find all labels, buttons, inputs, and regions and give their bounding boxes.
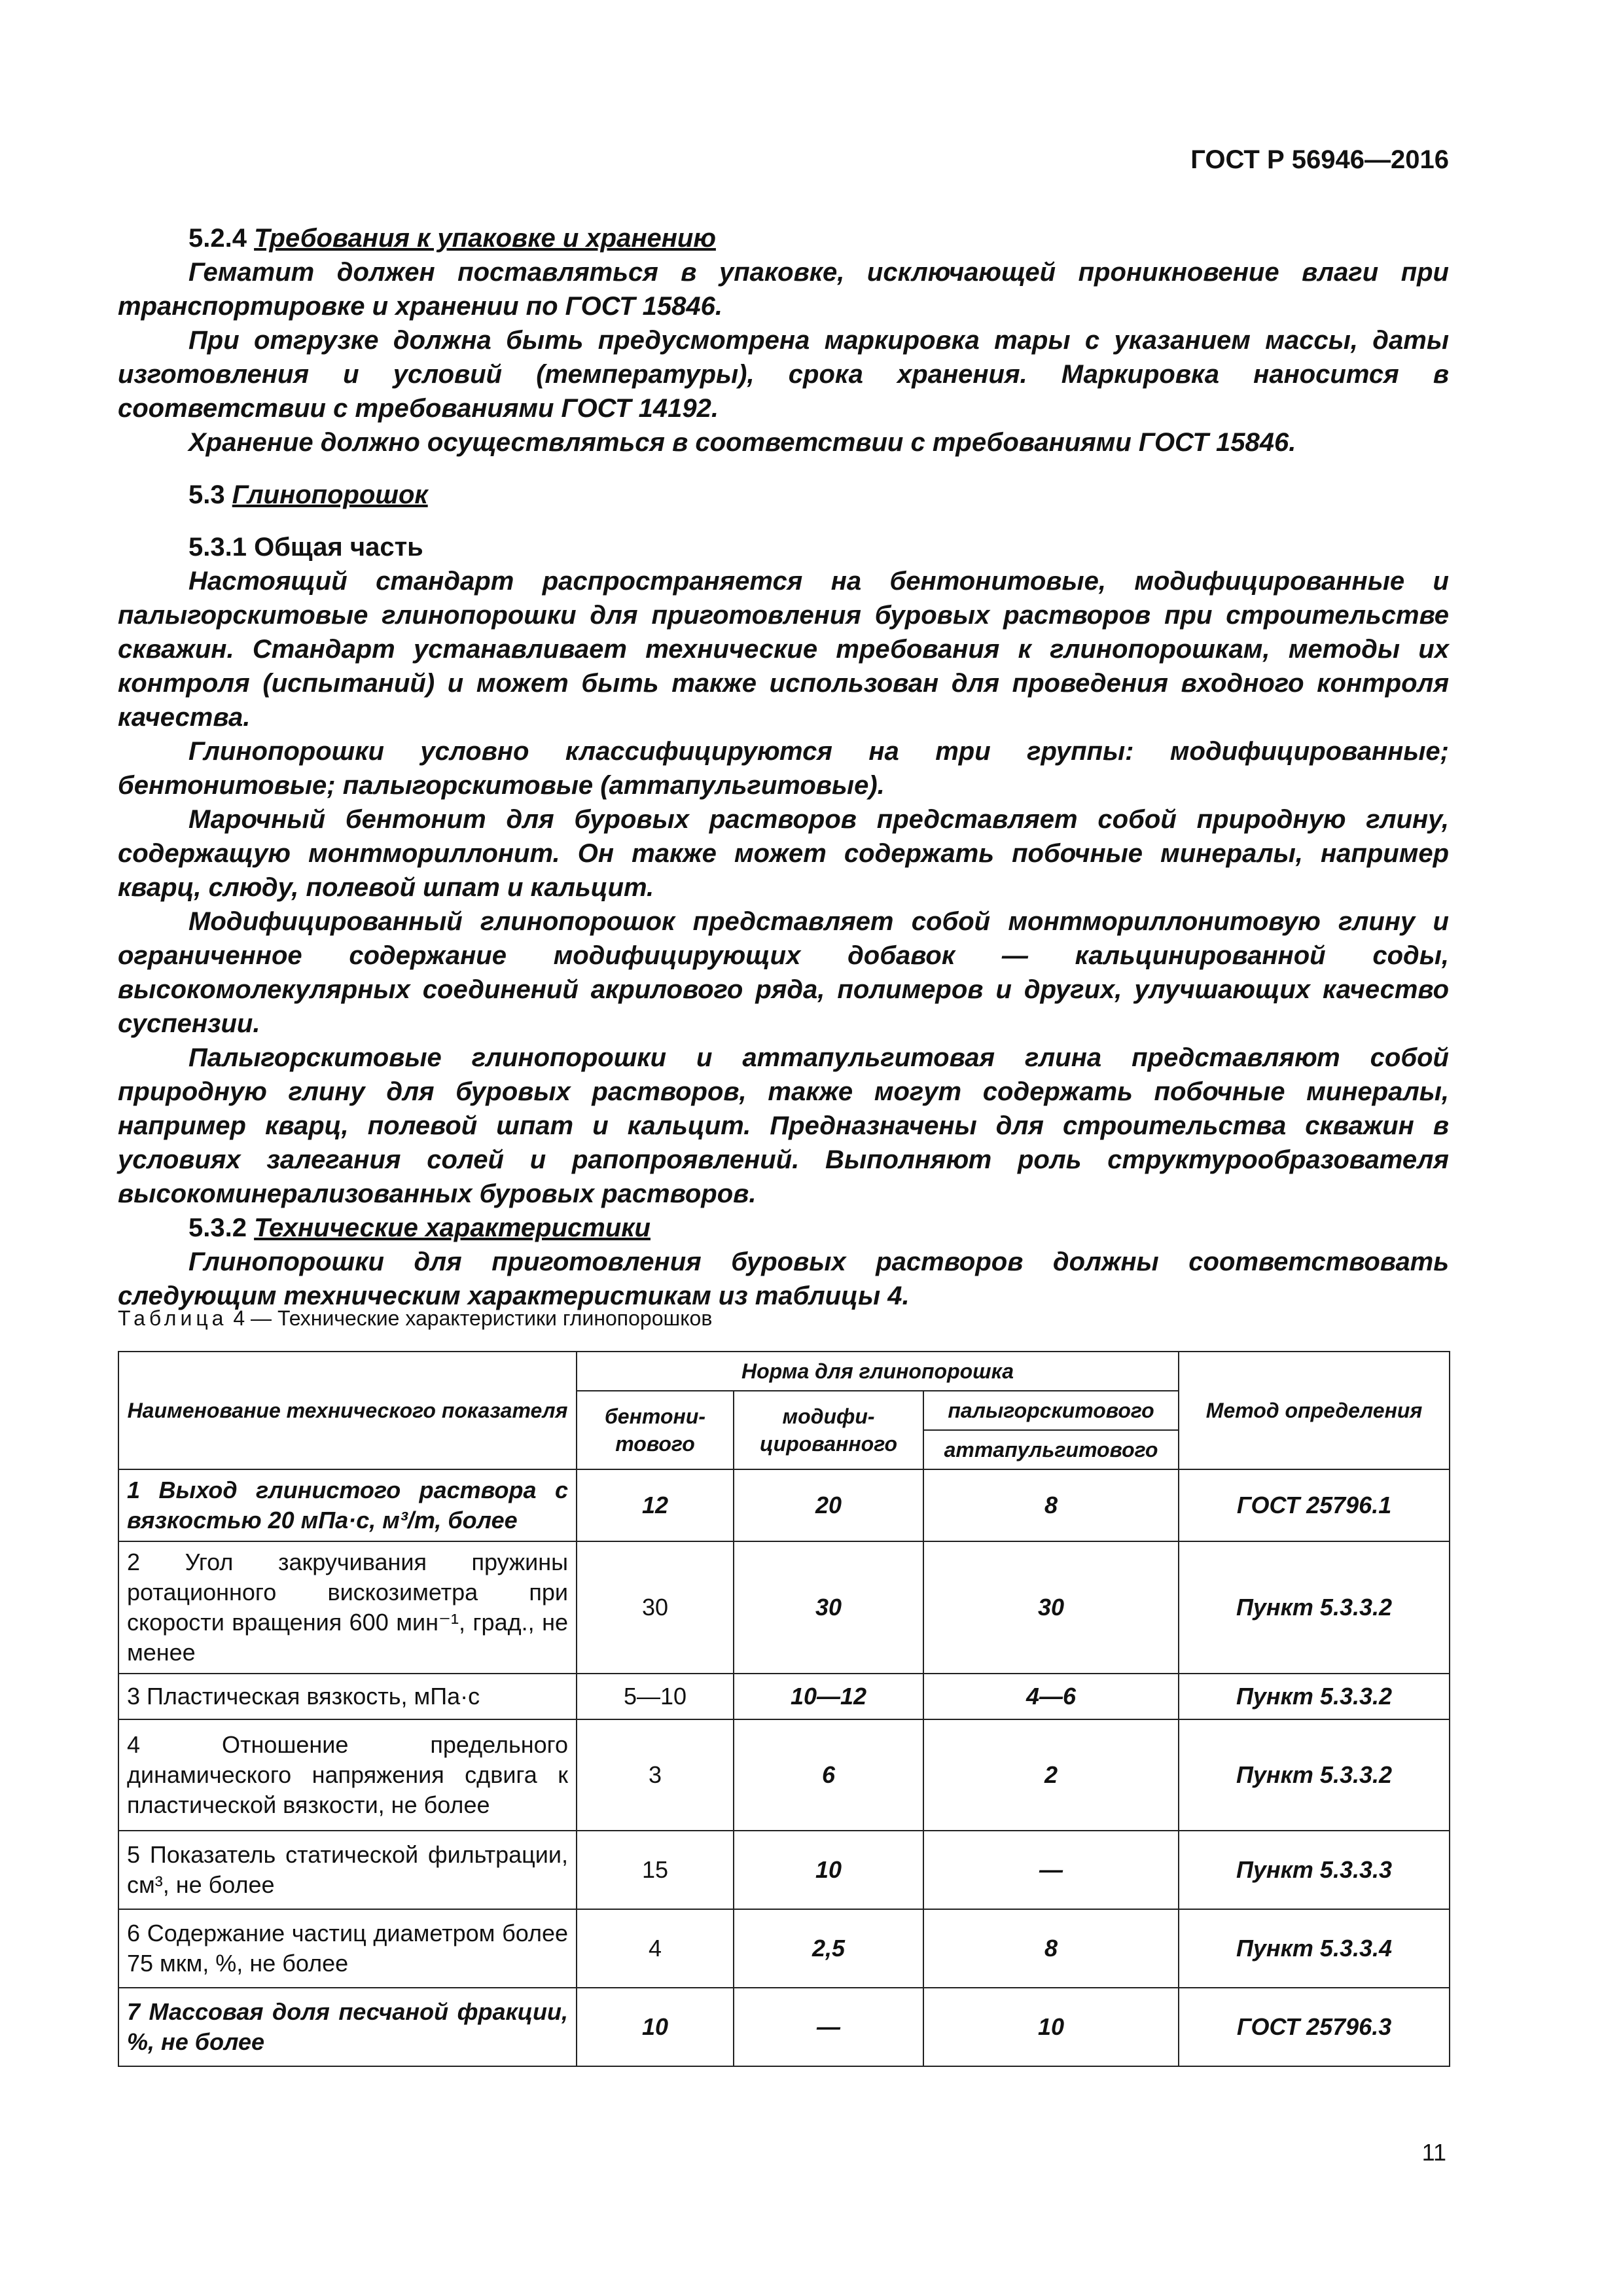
- section-number: 5.2.4: [188, 224, 247, 253]
- palygorskite-value-cell: —: [923, 1831, 1179, 1909]
- method-cell: ГОСТ 25796.1: [1179, 1469, 1450, 1541]
- bentonite-value-cell: 10: [577, 1988, 734, 2066]
- section-number: 5.3.1: [188, 533, 247, 562]
- section-number: 5.3: [188, 480, 225, 509]
- method-cell: Пункт 5.3.3.2: [1179, 1719, 1450, 1831]
- palygorskite-value-cell: 30: [923, 1541, 1179, 1674]
- column-header-modified: модифи-цированного: [734, 1391, 923, 1469]
- table-row: [118, 1719, 1450, 1831]
- bentonite-value-cell: 30: [577, 1541, 734, 1674]
- table-header-row: [118, 1352, 1450, 1391]
- indicator-name-cell: 4 Отношение предельного динамического напряжения сдвига к пластической вязкости, не более: [118, 1719, 577, 1831]
- paragraph: Глинопорошки для приготовления буровых растворов должны соответствовать следующим техническим характеристикам из таблицы 4.: [118, 1247, 1449, 1310]
- indicator-name-cell: 2 Угол закручивания пружины ротационного вискозиметра при скорости вращения 600 мин⁻¹, град., не менее: [118, 1541, 577, 1674]
- table-caption-label: Таблица: [118, 1306, 228, 1330]
- table-row: [118, 1469, 1450, 1541]
- paragraph: Палыгорскитовые глинопорошки и аттапульгитовая глина представляют собой природную глину для буровых растворов, также могут содержать побочные минералы, например кварц, полевой шпат и кальцит. Предназначены для строительства скважин в условиях залегания солей и рапопроявлений. Выполняют роль структурообразователя высокоминерализованных буровых растворов.: [118, 1043, 1449, 1208]
- palygorskite-value-cell: 8: [923, 1469, 1179, 1541]
- specifications-table: [118, 1351, 1450, 2067]
- column-header-method: Метод определения: [1179, 1352, 1450, 1469]
- table-row: [118, 1909, 1450, 1988]
- method-cell: Пункт 5.3.3.4: [1179, 1909, 1450, 1988]
- palygorskite-value-cell: 8: [923, 1909, 1179, 1988]
- paragraph: При отгрузке должна быть предусмотрена маркировка тары с указанием массы, даты изготовления и условий (температуры), срока хранения. Маркировка наносится в соответствии с требованиями ГОСТ 14192.: [118, 326, 1449, 423]
- table-row: [118, 1988, 1450, 2066]
- table-row: [118, 1831, 1450, 1909]
- modified-value-cell: 30: [734, 1541, 923, 1674]
- section-title: Глинопорошок: [232, 480, 428, 509]
- bentonite-value-cell: 4: [577, 1909, 734, 1988]
- section-5-3-2-heading: [118, 1211, 1449, 1245]
- modified-value-cell: 20: [734, 1469, 923, 1541]
- section-5-3-1-heading: [118, 530, 1449, 564]
- method-cell: Пункт 5.3.3.3: [1179, 1831, 1450, 1909]
- indicator-name-cell: 6 Содержание частиц диаметром более 75 мкм, %, не более: [118, 1909, 577, 1988]
- palygorskite-value-cell: 10: [923, 1988, 1179, 2066]
- paragraph: Настоящий стандарт распространяется на бентонитовые, модифицированные и палыгорскитовые глинопорошки для приготовления буровых растворов при строительстве скважин. Стандарт устанавливает технические требования к глинопорошкам, методы их контроля (испытаний) и может быть также использован для проведения входного контроля качества.: [118, 567, 1449, 732]
- section-title: Требования к упаковке и хранению: [254, 224, 716, 253]
- table-caption-text: 4 — Технические характеристики глинопорошков: [233, 1306, 713, 1330]
- column-header-palygorskite: палыгорскитового: [923, 1391, 1179, 1430]
- section-5-2-4-heading: [118, 221, 1449, 255]
- table-row: [118, 1541, 1450, 1674]
- paragraph: Глинопорошки условно классифицируются на три группы: модифицированные; бентонитовые; палыгорскитовые (аттапульгитовые).: [118, 737, 1449, 800]
- column-header-name: Наименование технического показателя: [118, 1352, 577, 1469]
- bentonite-value-cell: 15: [577, 1831, 734, 1909]
- paragraph: Гематит должен поставляться в упаковке, исключающей проникновение влаги при транспортировке и хранении по ГОСТ 15846.: [118, 258, 1449, 321]
- page-number: 11: [1421, 2139, 1446, 2166]
- document-body: [118, 221, 1449, 1313]
- section-5-3-heading: [118, 478, 1449, 512]
- method-cell: Пункт 5.3.3.2: [1179, 1541, 1450, 1674]
- indicator-name-cell: 3 Пластическая вязкость, мПа·с: [118, 1674, 577, 1719]
- paragraph: Модифицированный глинопорошок представляет собой монтмориллонитовую глину и ограниченное содержание модифицирующих добавок — кальцинированной соды, высокомолекулярных соединений акрилового ряда, полимеров и других, улучшающих качество суспензии.: [118, 907, 1449, 1038]
- column-header-attapulgite: аттапульгитового: [923, 1430, 1179, 1469]
- document-code-header: ГОСТ Р 56946—2016: [1190, 145, 1449, 174]
- modified-value-cell: —: [734, 1988, 923, 2066]
- modified-value-cell: 10—12: [734, 1674, 923, 1719]
- modified-value-cell: 2,5: [734, 1909, 923, 1988]
- paragraph: Марочный бентонит для буровых растворов представляет собой природную глину, содержащую монтмориллонит. Он также может содержать побочные минералы, например кварц, слюду, полевой шпат и кальцит.: [118, 805, 1449, 902]
- bentonite-value-cell: 5—10: [577, 1674, 734, 1719]
- table-caption: [118, 1306, 712, 1331]
- section-number: 5.3.2: [188, 1213, 247, 1242]
- modified-value-cell: 10: [734, 1831, 923, 1909]
- column-header-bentonite: бентони-тового: [577, 1391, 734, 1469]
- indicator-name-cell: 1 Выход глинистого раствора с вязкостью 20 мПа·с, м³/т, более: [118, 1469, 577, 1541]
- table-row: [118, 1674, 1450, 1719]
- bentonite-value-cell: 12: [577, 1469, 734, 1541]
- method-cell: Пункт 5.3.3.2: [1179, 1674, 1450, 1719]
- section-title: Технические характеристики: [254, 1213, 651, 1242]
- bentonite-value-cell: 3: [577, 1719, 734, 1831]
- method-cell: ГОСТ 25796.3: [1179, 1988, 1450, 2066]
- paragraph: Хранение должно осуществляться в соответствии с требованиями ГОСТ 15846.: [188, 428, 1296, 457]
- section-title: Общая часть: [254, 533, 423, 562]
- indicator-name-cell: 7 Массовая доля песчаной фракции, %, не более: [118, 1988, 577, 2066]
- column-header-norm: Норма для глинопорошка: [577, 1352, 1179, 1391]
- modified-value-cell: 6: [734, 1719, 923, 1831]
- palygorskite-value-cell: 4—6: [923, 1674, 1179, 1719]
- palygorskite-value-cell: 2: [923, 1719, 1179, 1831]
- indicator-name-cell: 5 Показатель статической фильтрации, см³, не более: [118, 1831, 577, 1909]
